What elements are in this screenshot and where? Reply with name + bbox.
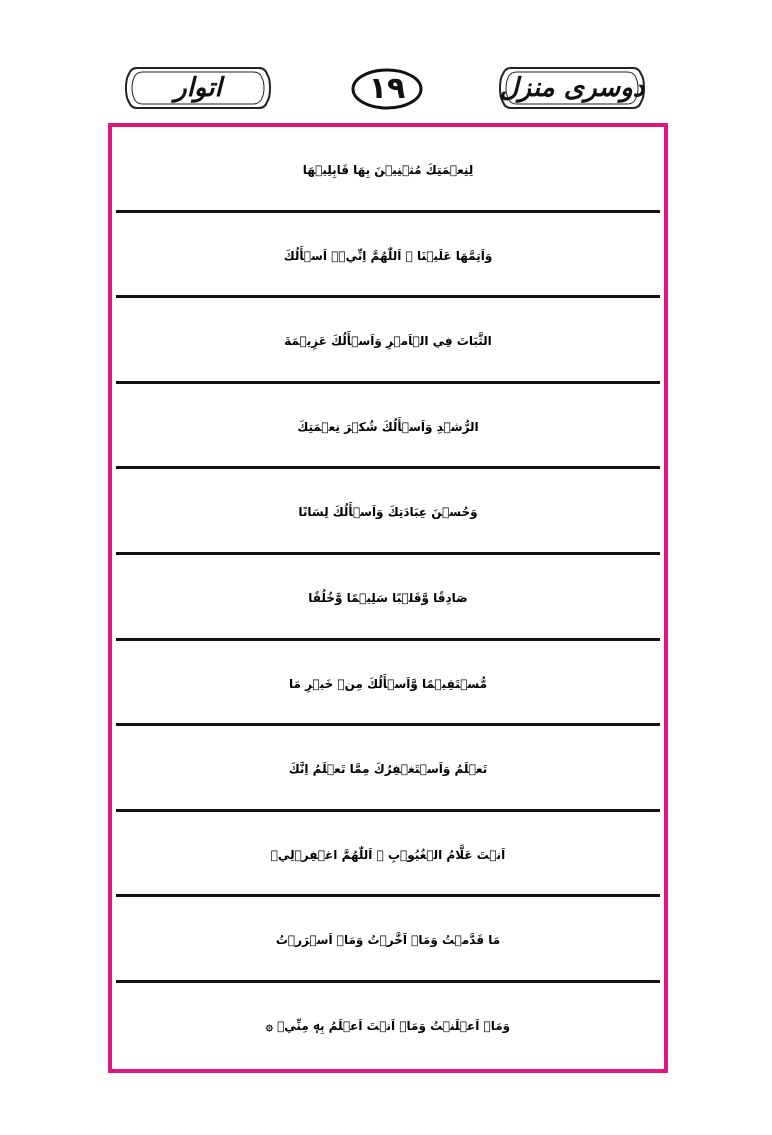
line-text: مَا قَدَّمۡتُ وَمَاۤ اَخَّرۡتُ وَمَاۤ اَسۡرَرۡتُ bbox=[275, 933, 501, 948]
text-line bbox=[116, 213, 660, 299]
text-line bbox=[116, 726, 660, 812]
text-line bbox=[116, 555, 660, 641]
line-text: صَادِقًا وَّقَلۡبًا سَلِيۡمًا وَّخُلُقًا bbox=[308, 591, 468, 605]
line-text: لِنِعۡمَتِكَ مُثۡنِيۡنَ بِهَا قَابِلِيۡهَا bbox=[302, 163, 474, 177]
line-text: تَعۡلَمُ وَاَسۡتَغۡفِرُكَ مِمَّا تَعۡلَمُ اِنَّكَ bbox=[288, 762, 488, 777]
text-line bbox=[116, 812, 660, 898]
line-text: وَحُسۡنَ عِبَادَتِكَ وَاَسۡأَلُكَ لِسَانًا bbox=[298, 505, 478, 520]
page-header bbox=[0, 0, 772, 120]
line-text: اَنۡتَ عَلَّامُ الۡغُيُوۡبِ ۞ اَللّٰهُمَّ اغۡفِرۡلِيۡ bbox=[270, 847, 506, 862]
text-lines bbox=[116, 127, 660, 1069]
text-line bbox=[116, 897, 660, 983]
text-line bbox=[116, 127, 660, 213]
line-text: الثَّبَاتَ فِي الۡاَمۡرِ وَاَسۡأَلُكَ عَزِيۡمَةَ bbox=[284, 334, 492, 349]
text-line bbox=[116, 469, 660, 555]
page-number: ۱۹ bbox=[368, 71, 406, 106]
manzil-cartouche bbox=[497, 64, 647, 112]
day-label: اتوار bbox=[174, 73, 222, 103]
line-text: مُّسۡتَقِيۡمًا وَّاَسۡأَلُكَ مِنۡ خَيۡرِ مَا bbox=[288, 676, 488, 691]
text-frame bbox=[108, 123, 668, 1073]
manzil-label: دوسری منزل bbox=[499, 73, 645, 103]
text-line bbox=[116, 983, 660, 1069]
line-text: الرُّشۡدِ وَاَسۡأَلُكَ شُكۡرَ نِعۡمَتِكَ bbox=[297, 419, 479, 434]
line-text: وَمَاۤ اَعۡلَنۡتُ وَمَاۤ اَنۡتَ اَعۡلَمُ بِهٖ مِنِّيۡ ۞ bbox=[265, 1019, 511, 1033]
text-line bbox=[116, 298, 660, 384]
line-text: وَاَتِمَّهَا عَلَيۡنَا ۞ اَللّٰهُمَّ اِنِّيۡۤ اَسۡأَلُكَ bbox=[283, 248, 493, 263]
day-cartouche bbox=[123, 64, 273, 112]
text-line bbox=[116, 641, 660, 727]
text-line bbox=[116, 384, 660, 470]
page-number-oval bbox=[350, 67, 424, 111]
